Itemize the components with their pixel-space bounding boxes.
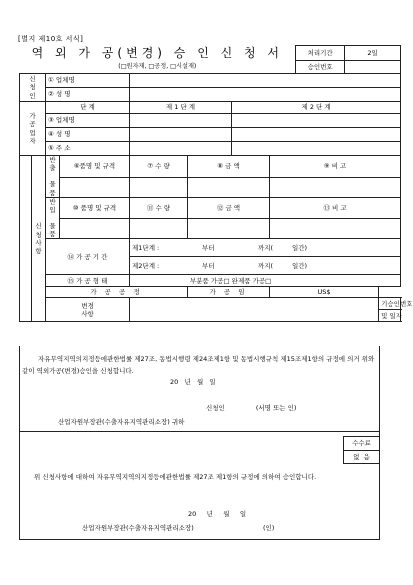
processing-period-row-label: ⑭ 가 공 기 간 [46,239,130,275]
processing-period-value: 2일 [345,46,401,61]
declaration-applicant-sign: 신청인 (서명 또는 인) [206,404,297,412]
stage2-header: 제 2 단 계 [232,102,401,114]
declaration-block [19,346,380,432]
applicant-company-label: ① 업체명 [46,74,130,88]
processor-name-stage1-field[interactable] [130,128,232,142]
period-stage2-to: 까지( [258,261,274,270]
period-stage2-from: 부터 [202,261,215,270]
declaration-date: 20 년 월 일 [170,378,216,386]
processor-label: 가 공 업 자 [20,102,46,156]
out-name-field[interactable] [60,177,130,197]
stage1-header: 제 1 단 계 [130,102,232,114]
change-field[interactable] [130,298,379,322]
in-name-field[interactable] [60,219,130,239]
declaration-text: 자유무역지역의지정등에관한법률 제27조, 동법시행령 제24조제1항 및 동법시행규칙 제15조제1항의 규정에 의거 위와 같이 역외가공(변경)승인을 신청합니다. [22,355,375,375]
applicant-name-field[interactable] [130,88,401,102]
processor-company-label: ③ 업체명 [46,114,130,128]
details-label: 신 청 사 항 [32,156,46,322]
in-remarks-field[interactable] [270,219,401,239]
approval-date: 20 년 월 일 [188,510,247,518]
out-remarks-field[interactable] [270,177,401,197]
processor-address-stage1-field[interactable] [130,142,232,156]
details-left-gap [20,156,32,322]
processor-address-stage2-field[interactable] [232,142,401,156]
change-label: 변경 사항 [46,298,130,322]
form-subtitle: (□원자재, □공정, □시설재) [118,62,197,70]
in-header-name: ⑩ 품명 및 규격 [60,197,130,219]
period-stage2-row[interactable] [130,257,401,275]
approval-block [19,432,380,540]
in-header-remarks: ⑬ 비 고 [270,197,401,219]
period-stage1-days: 일간) [292,243,308,252]
period-stage1-row[interactable] [130,239,401,257]
stage-label: 단 계 [46,102,130,114]
out-header-remarks: ⑨ 비 고 [270,156,401,178]
prior-approval-label-1: 기승인번호 [379,298,401,310]
approval-number-field[interactable] [345,61,401,74]
currency-label: US$ [270,287,379,298]
form-title: 역 외 가 공(변경) 승 인 신 청 서 [31,46,284,60]
fee-box [343,436,379,464]
prior-approval-label-2: 및 일자 [379,310,401,322]
out-header-qty: ⑦ 수 량 [130,156,188,178]
period-stage2-days: 일간) [292,261,308,270]
import-goods-label: 반입 물품 [46,197,60,239]
applicant-company-field[interactable] [130,74,401,88]
period-stage2-label: 제2단계 : [132,261,160,270]
processing-period-label: 처리기간 [296,46,345,61]
processor-company-stage2-field[interactable] [232,114,401,128]
fee-value: 없 음 [353,453,370,461]
processor-name-label: ④ 성 명 [46,128,130,142]
approval-text: 위 신청사항에 대하여 자유무역지역의지정등에관한법률 제27조 제1항의 규정에 의하여 승인합니다. [34,473,317,481]
export-goods-label: 반출 물품 [46,156,60,198]
processor-name-stage2-field[interactable] [232,128,401,142]
applicant-label: 신 청 인 [20,74,46,102]
out-amount-field[interactable] [188,177,270,197]
in-amount-field[interactable] [188,219,270,239]
processing-wage-header: 가 공 임 [188,287,270,298]
out-header-amount: ⑧ 금 액 [188,156,270,178]
fee-label: 수수료 [344,437,379,451]
period-stage1-from: 부터 [202,243,215,252]
processor-address-label: ⑤ 주 소 [46,142,130,156]
out-header-name: ⑥품명 및 규격 [60,156,130,178]
out-qty-field[interactable] [130,177,188,197]
processing-form-label: ⑮ 가 공 형 태 [46,275,130,287]
declaration-recipient: 산업자원부장관(수출자유지역관리소장) 귀하 [58,418,185,426]
approval-number-label: 승인번호 [296,61,345,74]
process-steps-header: 가 공 공 정 [46,287,188,298]
approval-seal: (인) [263,524,275,532]
application-form [19,45,413,322]
applicant-name-label: ② 성 명 [46,88,130,102]
processing-form-options[interactable]: 부분품 가공□ 완제품 가공□ [130,275,401,287]
in-qty-field[interactable] [130,219,188,239]
in-header-qty: ⑪ 수 량 [130,197,188,219]
period-stage1-label: 제1단계 : [132,243,160,252]
form-number: [별지 제10호 서식] [18,35,84,43]
period-stage1-to: 까지( [258,243,274,252]
approval-signer: 산업자원부장관(수출자유지역관리소장) [82,524,194,532]
processor-company-stage1-field[interactable] [130,114,232,128]
in-header-amount: ⑫ 금 액 [188,197,270,219]
